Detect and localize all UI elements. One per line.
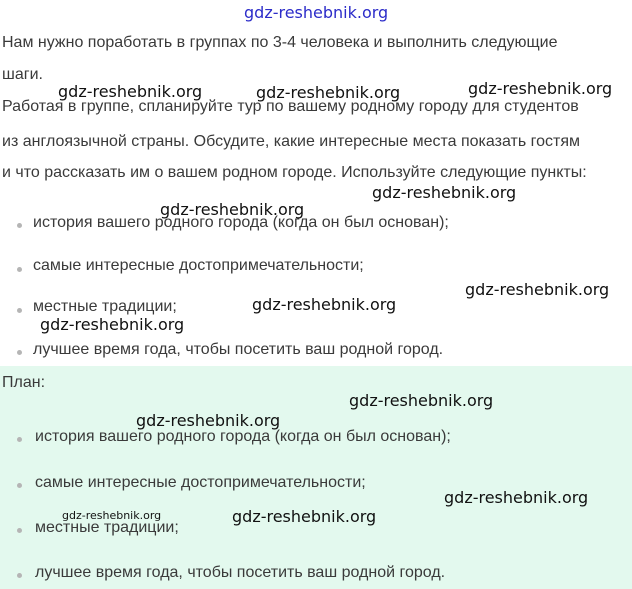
- watermark: gdz-reshebnik.org: [58, 82, 203, 101]
- watermark: gdz-reshebnik.org: [40, 315, 185, 334]
- watermark: gdz-reshebnik.org: [372, 183, 517, 202]
- bullet-icon: [17, 528, 22, 533]
- bullet-icon: [17, 573, 22, 578]
- task-item-3: местные традиции;: [33, 298, 177, 315]
- task-line-2: шаги.: [2, 66, 43, 83]
- watermark: gdz-reshebnik.org: [465, 280, 610, 299]
- task-line-1: Нам нужно поработать в группах по 3-4 человека и выполнить следующие: [2, 34, 558, 51]
- bullet-icon: [17, 267, 22, 272]
- bullet-icon: [17, 437, 22, 442]
- plan-label: План:: [2, 374, 46, 391]
- task-line-4: из англоязычной страны. Обсудите, какие интересные места показать гостям: [2, 133, 580, 150]
- task-item-1: история вашего родного города (когда он был основан);: [33, 214, 449, 231]
- watermark: gdz-reshebnik.org: [444, 488, 589, 507]
- watermark: gdz-reshebnik.org: [349, 391, 494, 410]
- task-item-2: самые интересные достопримечательности;: [33, 257, 364, 274]
- plan-item-1: история вашего родного города (когда он был основан);: [35, 428, 451, 445]
- watermark-small: gdz-reshebnik.org: [62, 509, 162, 522]
- watermark: gdz-reshebnik.org: [256, 83, 401, 102]
- task-item-4: лучшее время года, чтобы посетить ваш родной город.: [33, 341, 444, 358]
- watermark: gdz-reshebnik.org: [232, 507, 377, 526]
- plan-item-4: лучшее время года, чтобы посетить ваш родной город.: [35, 564, 446, 581]
- bullet-icon: [17, 350, 22, 355]
- watermark: gdz-reshebnik.org: [252, 295, 397, 314]
- bullet-icon: [17, 223, 22, 228]
- watermark: gdz-reshebnik.org: [160, 200, 305, 219]
- bullet-icon: [17, 308, 22, 313]
- bullet-icon: [17, 483, 22, 488]
- watermark: gdz-reshebnik.org: [468, 79, 613, 98]
- plan-item-2: самые интересные достопримечательности;: [35, 474, 366, 491]
- task-line-5: и что рассказать им о вашем родном городе. Используйте следующие пункты:: [2, 164, 587, 181]
- plan-item-3: местные традиции;: [35, 519, 179, 536]
- watermark: gdz-reshebnik.org: [136, 411, 281, 430]
- watermark-top: gdz-reshebnik.org: [244, 3, 389, 22]
- task-line-3: Работая в группе, спланируйте тур по вашему родному городу для студентов: [2, 98, 579, 115]
